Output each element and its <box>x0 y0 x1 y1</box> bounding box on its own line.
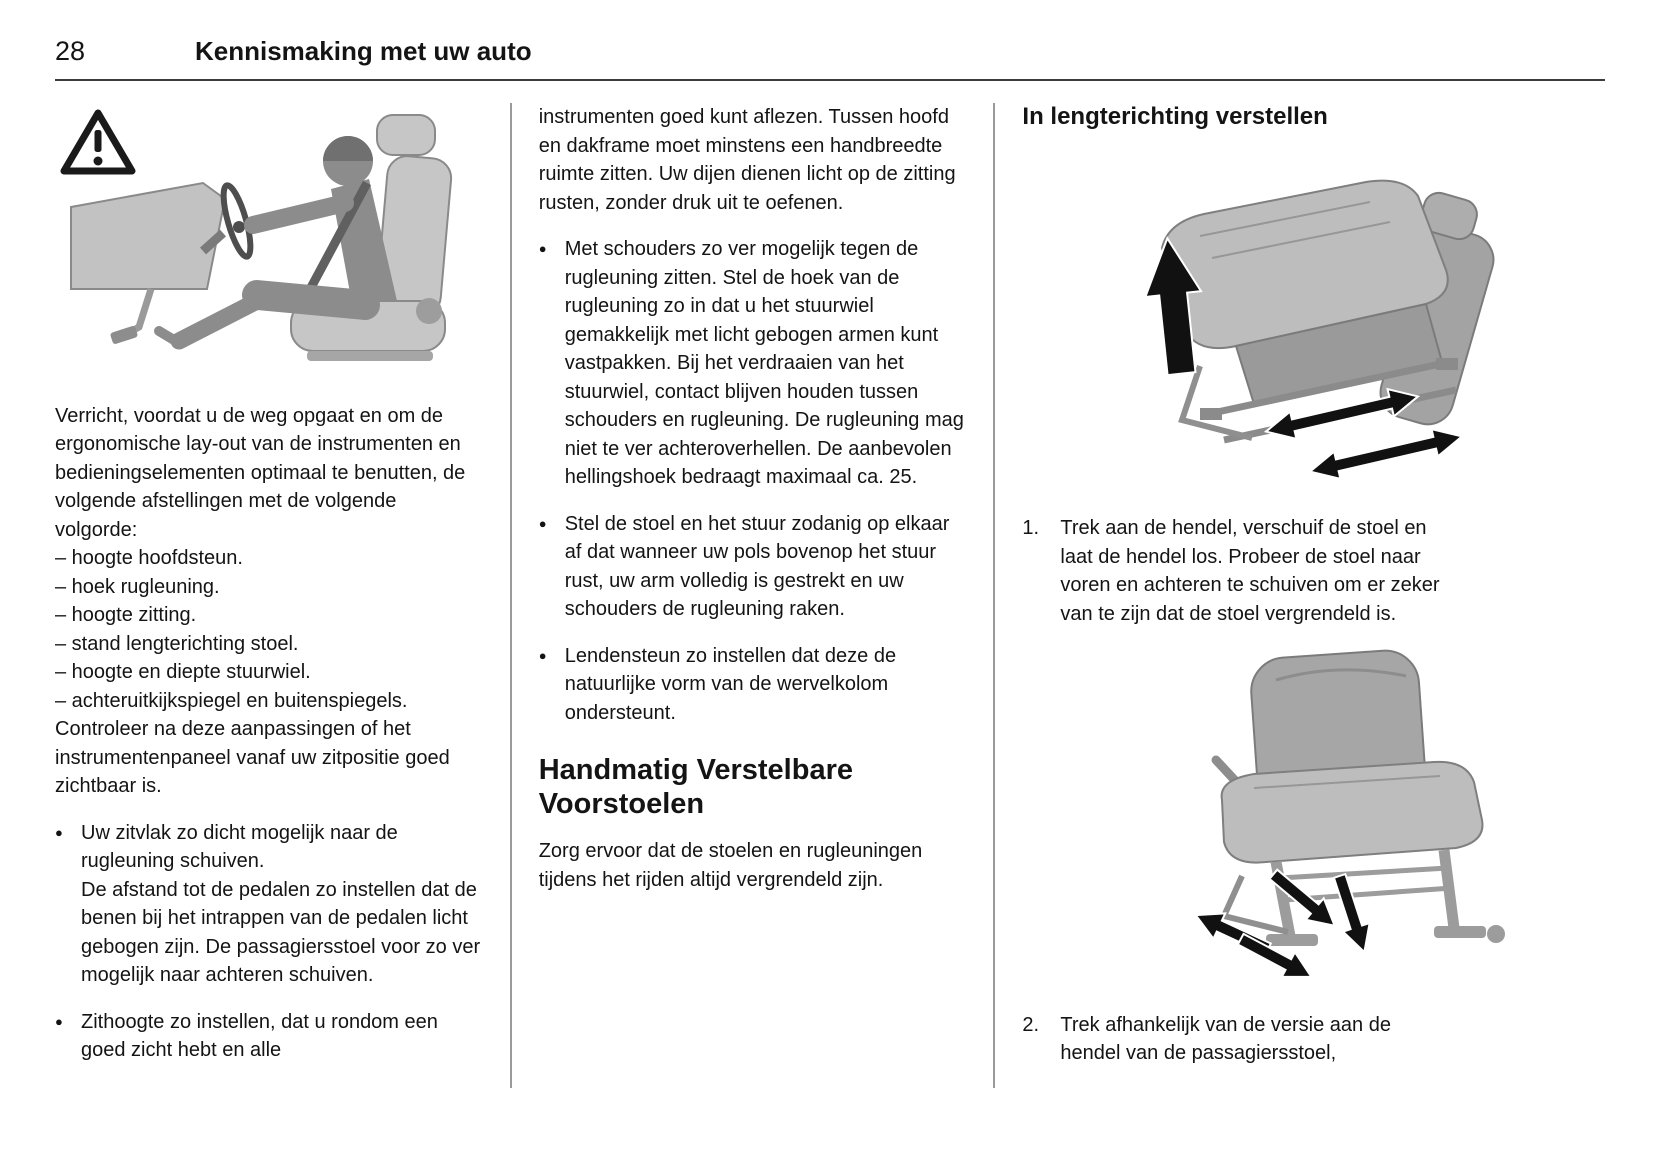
bullet-icon: ● <box>538 515 547 531</box>
continuation-paragraph: instrumenten goed kunt aflezen. Tussen hoofd en dakframe moet minstens een handbreedte ruimte zitten. Uw dijen dienen licht op de zitting rusten, zonder druk uit te oefenen. <box>538 106 956 214</box>
list-item: – hoogte zitting. <box>55 604 197 626</box>
section-heading: Handmatig Verstelbare Voorstoelen <box>538 754 853 821</box>
bullet-text-group <box>81 819 483 990</box>
page-header <box>55 36 1605 81</box>
list-item: – stand lengterichting stoel. <box>55 632 299 655</box>
column-layout <box>55 103 1605 1088</box>
seat <box>1216 649 1505 947</box>
bullet-text: Zithoogte zo instellen, dat u rondom een goed zicht hebt en alle <box>81 1010 438 1061</box>
page-number: 28 <box>55 36 86 66</box>
step-text: Trek aan de hendel, verschuif de stoel en laat de hendel los. Probeer de stoel naar voren en achteren te schuiven om er zeker van te zijn dat de stoel vergrendeld is. <box>1060 517 1440 625</box>
list-item: – hoogte hoofdsteun. <box>55 547 243 569</box>
bullet-text: Stel de stoel en het stuur zodanig op elkaar af dat wanneer uw pols bovenop het stuur rust, uw arm volledig is gestrekt en uw schouders de rugleuning raken. <box>564 512 950 620</box>
seat-handle-figure <box>1104 648 1524 987</box>
intro-paragraph: Verricht, voordat u de weg opgaat en om de ergonomische lay-out van de instrumenten en bedieningselementen optimaal te benutten, de volgende afstellingen met de volgende volgorde: <box>55 404 466 541</box>
driver-position-illustration <box>55 103 455 375</box>
bullet-text: Lendensteun zo instellen dat deze de natuurlijke vorm van de wervelkolom ondersteunt. <box>564 644 897 724</box>
warning-triangle-icon <box>64 113 132 171</box>
bullet-item <box>539 642 967 728</box>
bullet-icon: ● <box>538 241 547 256</box>
bullet-item <box>539 235 967 492</box>
bullet-icon: ● <box>538 647 547 663</box>
bullet-text: Met schouders zo ver mogelijk tegen de rugleuning zitten. Stel de hoek van de rugleuning zo in dat u het stuurwiel gemakkelijk met licht gebogen armen kunt vastpakken. Bij het verdraaien van het stuurwiel, contact blijven houden tussen schouders en rugleuning. De rugleuning mag niet te ver achteroverhellen. De aanbevolen hellingshoek bedraagt maximaal ca. 25. <box>564 238 964 488</box>
release-handle <box>1182 366 1252 438</box>
seat-longitudinal-illustration <box>1104 152 1524 482</box>
driver-position-figure <box>55 103 483 384</box>
chapter-title: Kennismaking met uw auto <box>195 36 532 66</box>
step-text: Trek afhankelijk van de versie aan de hendel van de passagiersstoel, <box>1060 1013 1391 1065</box>
list-item: – hoogte en diepte stuurwiel. <box>55 661 311 683</box>
subsection-heading: In lengterichting verstellen <box>1022 103 1328 130</box>
list-item: – hoek rugleuning. <box>55 575 220 598</box>
bullet-item <box>539 510 967 624</box>
step-number: 1. <box>1022 517 1040 540</box>
numbered-step <box>1022 514 1605 628</box>
bullet-item <box>55 819 483 990</box>
bullet-icon: ● <box>55 1013 63 1029</box>
column-divider <box>510 103 512 1088</box>
column-left <box>55 103 483 1088</box>
seat <box>1162 180 1500 439</box>
list-item: – achteruitkijkspiegel en buitenspiegels. <box>55 689 408 712</box>
bullet-icon: ● <box>55 824 63 840</box>
note-paragraph: Controleer na deze aanpassingen of het instrumentenpaneel vanaf uw zitpositie goed zichtbaar is. <box>55 718 450 797</box>
adjustment-list <box>55 544 483 715</box>
section-paragraph: Zorg ervoor dat de stoelen en rugleuningen tijdens het rijden altijd vergrendeld zijn. <box>538 840 923 891</box>
bullet-text: De afstand tot de pedalen zo instellen dat de benen bij het intrappen van de pedalen licht gebogen zijn. De passagiersstoel voor zo ver mogelijk naar achteren schuiven. <box>81 878 481 986</box>
column-middle <box>539 103 967 1088</box>
column-right <box>1022 103 1605 1088</box>
seat-slide-figure <box>1104 152 1524 491</box>
numbered-step <box>1022 1011 1605 1068</box>
column-divider <box>993 103 995 1088</box>
step-number: 2. <box>1022 1013 1040 1036</box>
driver-arm <box>253 203 345 225</box>
bullet-item <box>55 1008 483 1065</box>
bullet-text: Uw zitvlak zo dicht mogelijk naar de rugleuning schuiven. <box>81 821 398 872</box>
seat-handle-illustration <box>1104 648 1524 978</box>
